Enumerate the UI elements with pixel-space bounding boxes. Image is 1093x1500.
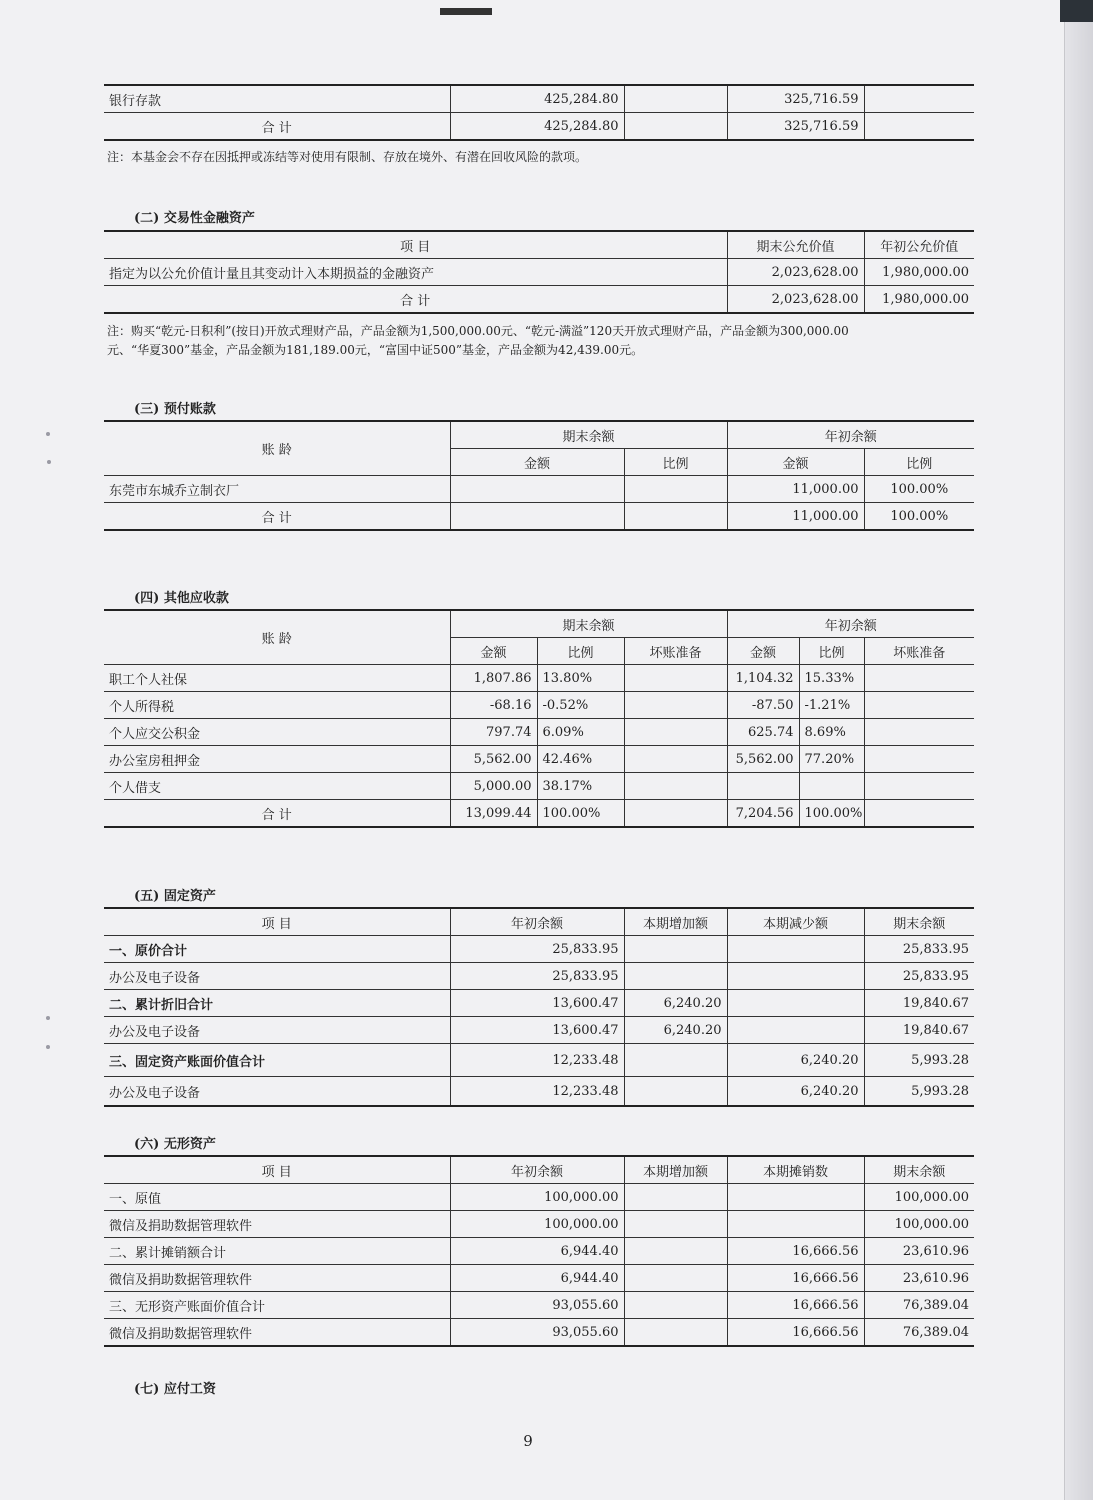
begin-value: 1,980,000.00 xyxy=(864,286,974,314)
amortization-value: 16,666.56 xyxy=(727,1238,864,1265)
decrease-value xyxy=(727,936,864,963)
begin-ratio: 8.69% xyxy=(799,719,864,746)
binding-hole xyxy=(46,1045,50,1049)
end-value: 100,000.00 xyxy=(864,1184,974,1211)
begin-value: 6,944.40 xyxy=(450,1238,624,1265)
amortization-value xyxy=(727,1184,864,1211)
row-label: 东莞市东城乔立制衣厂 xyxy=(104,476,450,503)
begin-amount: 625.74 xyxy=(727,719,799,746)
col-header-end-fv: 期末公允价值 xyxy=(727,231,864,259)
total-label: 合 计 xyxy=(104,800,450,828)
increase-value xyxy=(624,1184,727,1211)
begin-amount: 11,000.00 xyxy=(727,503,864,531)
begin-ratio: 100.00% xyxy=(799,800,864,828)
row-label: 三、固定资产账面价值合计 xyxy=(104,1044,450,1077)
begin-amount xyxy=(727,773,799,800)
scanner-strip xyxy=(1060,0,1093,22)
begin-value: 13,600.47 xyxy=(450,990,624,1017)
increase-value: 6,240.20 xyxy=(624,990,727,1017)
increase-value xyxy=(624,1238,727,1265)
end-ratio: 38.17% xyxy=(537,773,624,800)
table-row xyxy=(104,85,974,113)
col-header-begin: 年初余额 xyxy=(727,610,974,638)
fixed-assets-table xyxy=(104,907,974,1107)
table-row xyxy=(104,719,974,746)
header-row xyxy=(104,610,974,638)
end-ratio: 100.00% xyxy=(537,800,624,828)
table-row xyxy=(104,1077,974,1107)
col-header-end: 期末余额 xyxy=(864,908,974,936)
end-ratio: 13.80% xyxy=(537,665,624,692)
table-row xyxy=(104,1211,974,1238)
end-amount: 5,000.00 xyxy=(450,773,537,800)
col-header-begin: 年初余额 xyxy=(727,421,974,449)
table-row xyxy=(104,773,974,800)
end-amount: 1,807.86 xyxy=(450,665,537,692)
col-header-increase: 本期增加额 xyxy=(624,1156,727,1184)
intangible-table xyxy=(104,1155,974,1347)
decrease-value xyxy=(727,990,864,1017)
binding-hole xyxy=(46,1016,50,1020)
row-label: 办公及电子设备 xyxy=(104,1017,450,1044)
payroll-section-title: (七) 应付工资 xyxy=(134,1382,216,1397)
col-header-amount: 金额 xyxy=(727,638,799,665)
row-label: 个人所得税 xyxy=(104,692,450,719)
col-header-ratio: 比例 xyxy=(537,638,624,665)
begin-amount: 11,000.00 xyxy=(727,476,864,503)
begin-ratio: 100.00% xyxy=(864,476,974,503)
table-row xyxy=(104,1044,974,1077)
amortization-value: 16,666.56 xyxy=(727,1319,864,1347)
end-value: 19,840.67 xyxy=(864,1017,974,1044)
end-amount: 13,099.44 xyxy=(450,800,537,828)
begin-ratio xyxy=(799,773,864,800)
table-row xyxy=(104,113,974,141)
table-row xyxy=(104,936,974,963)
col-header-ratio: 比例 xyxy=(864,449,974,476)
page-number: 9 xyxy=(523,1432,533,1450)
col-header-reserve: 坏账准备 xyxy=(624,638,727,665)
col-header-increase: 本期增加额 xyxy=(624,908,727,936)
other-receivables-table xyxy=(104,609,974,828)
binding-hole xyxy=(47,460,51,464)
end-value: 100,000.00 xyxy=(864,1211,974,1238)
decrease-value: 6,240.20 xyxy=(727,1044,864,1077)
row-label: 指定为以公允价值计量且其变动计入本期损益的金融资产 xyxy=(104,259,727,286)
table-row xyxy=(104,503,974,531)
table-row xyxy=(104,476,974,503)
trading-table xyxy=(104,230,974,314)
row-label: 办公室房租押金 xyxy=(104,746,450,773)
decrease-value xyxy=(727,963,864,990)
increase-value xyxy=(624,1319,727,1347)
cash-note: 注：本基金会不存在因抵押或冻结等对使用有限制、存放在境外、有潜在回收风险的款项。 xyxy=(107,150,588,164)
table-row xyxy=(104,1319,974,1347)
row-label: 二、累计折旧合计 xyxy=(104,990,450,1017)
end-value: 76,389.04 xyxy=(864,1319,974,1347)
amortization-value xyxy=(727,1211,864,1238)
trading-section-title: (二) 交易性金融资产 xyxy=(134,211,255,226)
begin-amount: 7,204.56 xyxy=(727,800,799,828)
row-label: 个人应交公积金 xyxy=(104,719,450,746)
col-header-aging: 账 龄 xyxy=(104,421,450,476)
begin-ratio: 15.33% xyxy=(799,665,864,692)
col-header-begin: 年初余额 xyxy=(450,1156,624,1184)
begin-value: 93,055.60 xyxy=(450,1292,624,1319)
end-value: 19,840.67 xyxy=(864,990,974,1017)
intangible-section-title: (六) 无形资产 xyxy=(134,1137,216,1152)
col-header-item: 项 目 xyxy=(104,1156,450,1184)
table-row xyxy=(104,259,974,286)
row-label: 办公及电子设备 xyxy=(104,1077,450,1107)
end-value: 5,993.28 xyxy=(864,1077,974,1107)
binding-hole xyxy=(46,432,50,436)
begin-value: 25,833.95 xyxy=(450,936,624,963)
table-row xyxy=(104,1184,974,1211)
page-edge xyxy=(1064,0,1093,1500)
end-balance: 425,284.80 xyxy=(450,113,624,141)
trading-note-line: 注：购买“乾元-日积利”(按日)开放式理财产品，产品金额为1,500,000.00元、“乾元-满溢”120天开放式理财产品，产品金额为300,000.00 xyxy=(107,324,849,338)
increase-value xyxy=(624,936,727,963)
table-row xyxy=(104,963,974,990)
col-header-ratio: 比例 xyxy=(799,638,864,665)
row-label: 微信及捐助数据管理软件 xyxy=(104,1319,450,1347)
increase-value xyxy=(624,1292,727,1319)
row-label: 一、原价合计 xyxy=(104,936,450,963)
col-header-end: 期末余额 xyxy=(450,610,727,638)
begin-balance: 325,716.59 xyxy=(727,85,864,113)
begin-ratio: -1.21% xyxy=(799,692,864,719)
row-label: 二、累计摊销额合计 xyxy=(104,1238,450,1265)
end-balance: 425,284.80 xyxy=(450,85,624,113)
row-label: 微信及捐助数据管理软件 xyxy=(104,1211,450,1238)
cash-table xyxy=(104,84,974,141)
end-value: 23,610.96 xyxy=(864,1238,974,1265)
end-amount: -68.16 xyxy=(450,692,537,719)
begin-value: 12,233.48 xyxy=(450,1077,624,1107)
row-label: 个人借支 xyxy=(104,773,450,800)
amortization-value: 16,666.56 xyxy=(727,1292,864,1319)
end-value: 25,833.95 xyxy=(864,936,974,963)
col-header-aging: 账 龄 xyxy=(104,610,450,665)
header-row xyxy=(104,1156,974,1184)
col-header-item: 项 目 xyxy=(104,231,727,259)
col-header-end: 期末余额 xyxy=(450,421,727,449)
row-label: 一、原值 xyxy=(104,1184,450,1211)
increase-value: 6,240.20 xyxy=(624,1017,727,1044)
total-label: 合 计 xyxy=(104,503,450,531)
trading-note xyxy=(107,322,967,360)
header-row xyxy=(104,231,974,259)
col-header-item: 项 目 xyxy=(104,908,450,936)
table-row xyxy=(104,800,974,828)
begin-balance: 325,716.59 xyxy=(727,113,864,141)
begin-value: 6,944.40 xyxy=(450,1265,624,1292)
end-ratio: 42.46% xyxy=(537,746,624,773)
increase-value xyxy=(624,963,727,990)
table-row xyxy=(104,1292,974,1319)
prepaid-section-title: (三) 预付账款 xyxy=(134,402,216,417)
end-value: 76,389.04 xyxy=(864,1292,974,1319)
end-ratio: 6.09% xyxy=(537,719,624,746)
begin-ratio: 77.20% xyxy=(799,746,864,773)
col-header-amount: 金额 xyxy=(450,449,624,476)
table-row xyxy=(104,1238,974,1265)
scan-mark xyxy=(440,8,492,15)
fixed-assets-section-title: (五) 固定资产 xyxy=(134,889,216,904)
table-row xyxy=(104,990,974,1017)
increase-value xyxy=(624,1044,727,1077)
prepaid-table xyxy=(104,420,974,531)
begin-amount: -87.50 xyxy=(727,692,799,719)
col-header-amortization: 本期摊销数 xyxy=(727,1156,864,1184)
begin-value: 1,980,000.00 xyxy=(864,259,974,286)
table-row xyxy=(104,746,974,773)
begin-value: 93,055.60 xyxy=(450,1319,624,1347)
total-label: 合 计 xyxy=(104,286,727,314)
table-row xyxy=(104,1017,974,1044)
row-label: 办公及电子设备 xyxy=(104,963,450,990)
total-label: 合 计 xyxy=(104,113,450,141)
begin-value: 100,000.00 xyxy=(450,1184,624,1211)
col-header-reserve: 坏账准备 xyxy=(864,638,974,665)
col-header-decrease: 本期减少额 xyxy=(727,908,864,936)
col-header-ratio: 比例 xyxy=(624,449,727,476)
end-amount: 5,562.00 xyxy=(450,746,537,773)
col-header-end: 期末余额 xyxy=(864,1156,974,1184)
begin-value: 100,000.00 xyxy=(450,1211,624,1238)
row-label: 微信及捐助数据管理软件 xyxy=(104,1265,450,1292)
col-header-amount: 金额 xyxy=(727,449,864,476)
end-value: 5,993.28 xyxy=(864,1044,974,1077)
table-row xyxy=(104,1265,974,1292)
row-label: 职工个人社保 xyxy=(104,665,450,692)
end-value: 2,023,628.00 xyxy=(727,286,864,314)
amortization-value: 16,666.56 xyxy=(727,1265,864,1292)
col-header-begin: 年初余额 xyxy=(450,908,624,936)
begin-amount: 1,104.32 xyxy=(727,665,799,692)
increase-value xyxy=(624,1077,727,1107)
table-row xyxy=(104,286,974,314)
decrease-value xyxy=(727,1017,864,1044)
end-amount: 797.74 xyxy=(450,719,537,746)
end-value: 23,610.96 xyxy=(864,1265,974,1292)
end-value: 25,833.95 xyxy=(864,963,974,990)
begin-ratio: 100.00% xyxy=(864,503,974,531)
col-header-begin-fv: 年初公允价值 xyxy=(864,231,974,259)
begin-amount: 5,562.00 xyxy=(727,746,799,773)
begin-value: 25,833.95 xyxy=(450,963,624,990)
end-ratio: -0.52% xyxy=(537,692,624,719)
end-value: 2,023,628.00 xyxy=(727,259,864,286)
other-receivables-section-title: (四) 其他应收款 xyxy=(134,591,229,606)
trading-note-line: 元、“华夏300”基金，产品金额为181,189.00元，“富国中证500”基金，产品金额为42,439.00元。 xyxy=(107,343,644,357)
table-row xyxy=(104,665,974,692)
decrease-value: 6,240.20 xyxy=(727,1077,864,1107)
row-label: 银行存款 xyxy=(104,85,450,113)
col-header-amount: 金额 xyxy=(450,638,537,665)
increase-value xyxy=(624,1265,727,1292)
row-label: 三、无形资产账面价值合计 xyxy=(104,1292,450,1319)
increase-value xyxy=(624,1211,727,1238)
begin-value: 12,233.48 xyxy=(450,1044,624,1077)
begin-value: 13,600.47 xyxy=(450,1017,624,1044)
table-row xyxy=(104,692,974,719)
header-row xyxy=(104,908,974,936)
header-row xyxy=(104,421,974,449)
